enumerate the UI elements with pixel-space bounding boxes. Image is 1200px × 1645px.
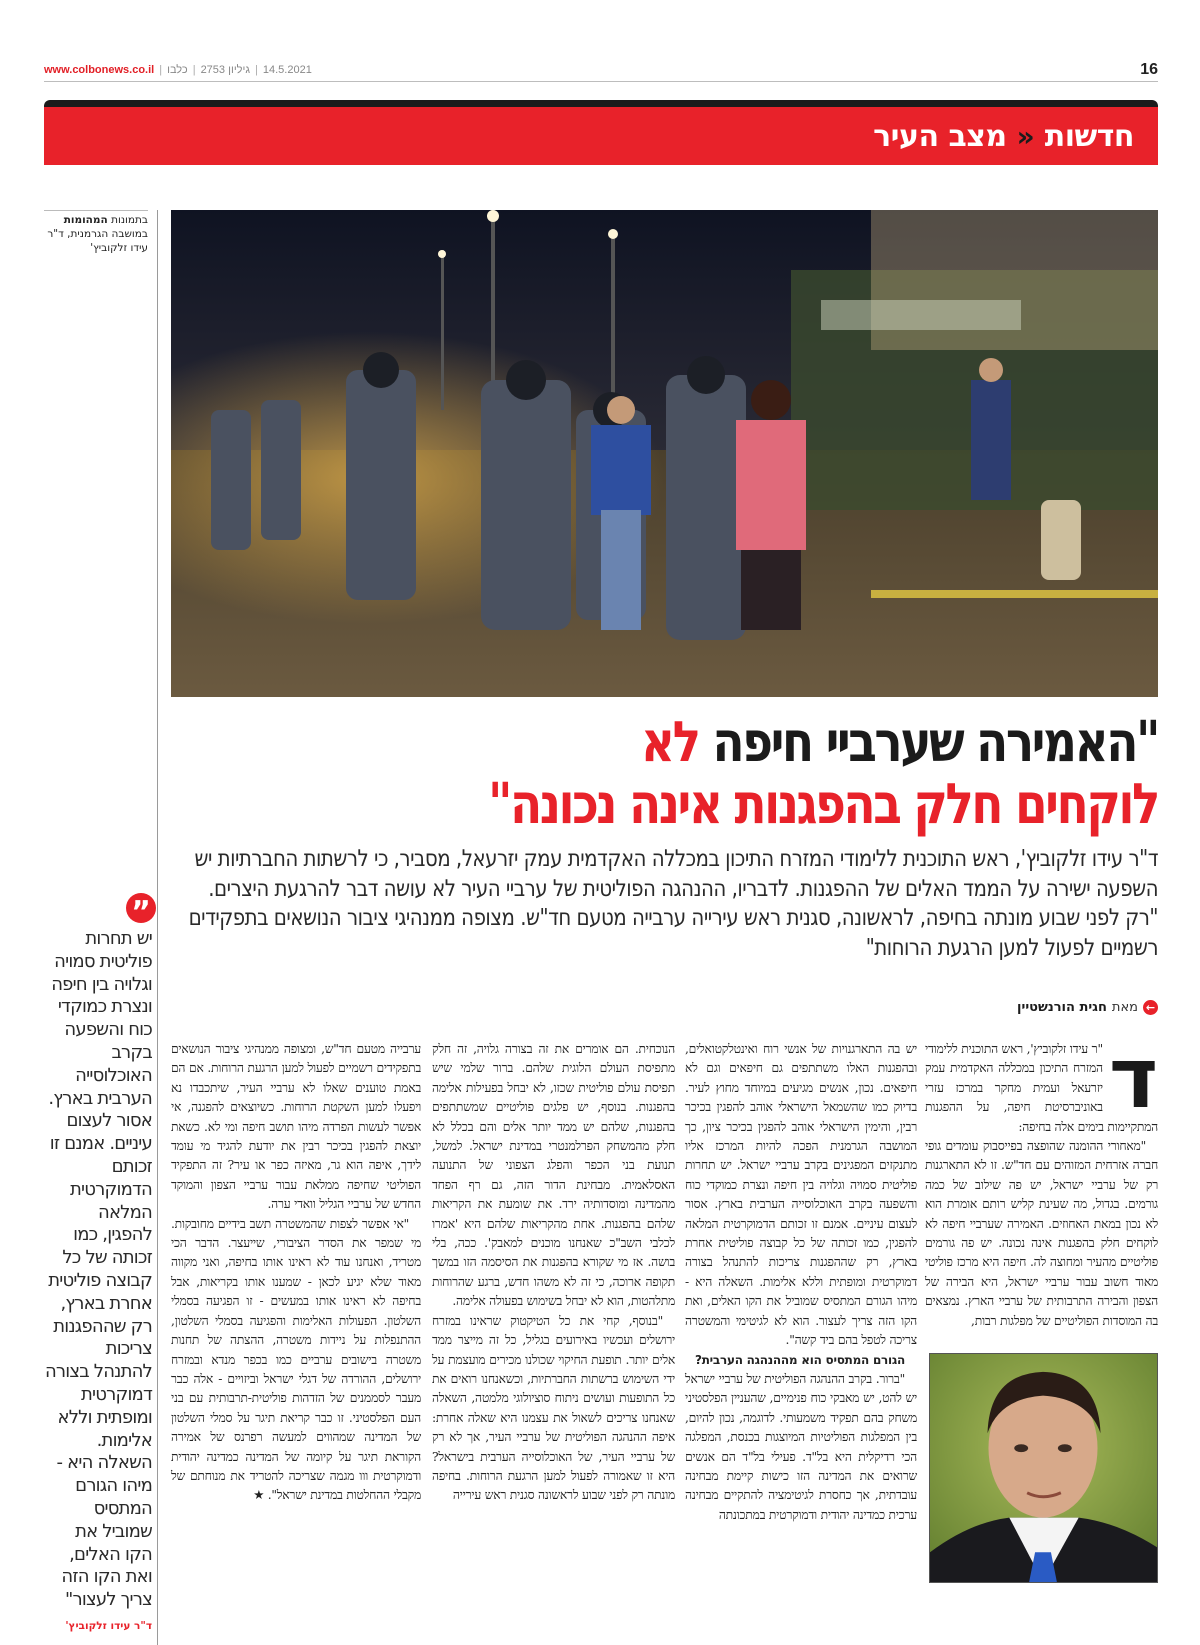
issue-number: גיליון 2753 <box>200 64 251 76</box>
byline <box>1017 1000 1158 1015</box>
headline-part-1: "האמירה שערביי חיפה <box>698 710 1158 775</box>
quote-icon: ” <box>126 893 156 923</box>
byline-prefix: מאת <box>1111 1000 1138 1015</box>
chevron-double-icon: « <box>1016 119 1035 153</box>
folio-meta <box>44 64 312 76</box>
separator: | <box>159 64 163 76</box>
protest-scene-image <box>171 210 1158 697</box>
paragraph: "ברור. בקרב ההנהגה הפוליטית של ערביי ישראל יש להט, יש מאבקי כוח פנימיים, שהעניין הפלסטיני משחק בהם תפקיד משמעותי. לדוגמה, נכון להיום, בין המפלגות הפוליטיות המיוצגות בכנסת, המפלגה הכי רדיקלית היא בל"ד. פעילי בל"ד הם אנשים שרואים את המדינה הזו כישות קיימת מבחינה עובדתית, אך כחסרת לגיטימציה להתקיים מבחינה ערכית כמדינה יהודית ודמוקרטית במתכונתה <box>685 1371 917 1522</box>
body-column-2 <box>685 1040 917 1525</box>
paragraph: "אי אפשר לצפות שהמשטרה תשב בידיים מחובקות. מי שמפר את הסדר הציבורי, שייעצר. הדבר הכי מטריד, ואנחנו עוד לא ראינו אותו בחיפה, ואני מקווה מאוד שלא יגיע לכאן - שמענו אותו בקריאות, אבל בחיפה לא ראינו אותו במעשים - זו הפגיעה בסמלי השלטון. הפעולות האלימות והפגיעה בסמלי השלטון, ההתנפלות על ניידות משטרה, ההצתה של תחנות משטרה בישובים ערביים כמו בכפר מנדא ובמזרח ירושלים, ההורדה של דגלי ישראל וביזויים - אלה כבר מעבר לסממנים של הזדהות פוליטית-תרבותית עם בני העם הפלסטיני. זו כבר קריאת תיגר על סמלי השלטון של המדינה שמהווים למעשה רפרנס של אמירה הקוראת תיגר על קיומה של המדינה כמדינה יהודית ודמוקרטית ווו מגמה שצריכה להטריד את מנוחתם של מקבלי ההחלטות במדינת ישראל". ★ <box>171 1216 421 1503</box>
arrow-left-icon: ← <box>1143 1000 1158 1015</box>
paragraph: "ר עידו זלקוביץ', ראש התוכנית ללימודי המזרח התיכון במכללה האקדמית עמק יזרעאל ועמית מחקר במרכז עזרי באוניברסיטת חיפה, על ההפגנות המתקיימות בימים אלה בחיפה: <box>924 1042 1158 1134</box>
sidebar-divider <box>157 210 158 1645</box>
photo-caption <box>44 210 148 255</box>
pull-quote: יש תחרות פוליטית סמויה וגלויה בין חיפה ונצרת כמוקדי כוח והשפעה בקרב האוכלוסייה הערבית בארץ. אסור לעצום עיניים. אמנם זו זכותם הדמוקרטית המלאה להפגין, כמו זכותה של כל קבוצה פוליטית אחרת בארץ, רק שההפגנות צריכות להתנהל בצורה דמוקרטית ומופתית וללא אלימות. השאלה היא - מיהו הגורם המתסיס שמוביל את הקו האלים, ואת הקו הזה צריך לעצור" <box>44 928 152 1611</box>
author-name[interactable]: חגית הורנשטיין <box>1017 1000 1107 1015</box>
article-headline <box>171 712 1158 836</box>
portrait-image <box>930 1354 1157 1582</box>
page-number: 16 <box>1140 61 1158 78</box>
interview-question: הגורם המתסיס הוא מההנהגה הערבית? <box>694 1352 905 1367</box>
paragraph: "מאחורי ההומנה שהופצה בפייסבוק עומדים גופי חברה אזרחית המזוהים עם חד"ש. זו לא התארגנות רק של ערביי ישראל, יש פה שילוב של כמה גורמים. בגדול, מה שעינת קליש רותם אומרת הוא לא נכון במאת האחוזים. האמירה שערביי חיפה לא לוקחים חלק בהפגנות אינה נכונה. יש פה גורמים פוליטיים מהעיר ומחוצה לה. חיפה היא מרכז פוליטי מאוד חשוב עבור ערביי ישראל, היא הבירה של הצפון והבירה התרבותית של ערביי הארץ. נמצאים בה המוסדות הפוליטיים של מפלגות רבות, <box>925 1139 1158 1328</box>
deck-text: ד"ר עידו זלקוביץ', ראש התוכנית ללימודי המזרח התיכון במכללה האקדמית עמק יזרעאל, מסביר, כי לרשתות החברתיות יש השפעה ישירה על הממד האלים של ההפגנות. לדבריו, ההנהגה הפוליטית של ערביי העיר לא עושה דבר להרגעת היצרים. "רק לפני שבוע מונתה בחיפה, לראשונה, סגנית ראש עירייה ערבייה מטעם חד"ש. מצופה ממנהיגי ציבור הנושאים בתפקידים רשמיים לפעול למען הרגעת הרוחות" <box>188 846 1159 961</box>
drop-cap: ד <box>1108 1029 1158 1127</box>
separator: | <box>255 64 258 76</box>
headline-part-2-red: לוקחים חלק בהפגנות אינה נכונה" <box>487 772 1158 837</box>
paragraph: ערבייה מטעם חד"ש, ומצופה ממנהיגי ציבור הנושאים בתפקידים רשמיים לפעול למען הרגעת הרוחות. אם הם באמת טוענים שאלו לא ערביי העיר, שיתכבדו נא ויפעלו למען השקטת הרוחות. כשיוצאים להפגנה, אי אפשר לעשות הפרדה מיהו תושב חיפה ומי לא. כשאת יוצאת להפגין בכיכר רבין את יודעת להגיד מי עומד לידך, איפה הוא גר, מאיזה כפר או עיר? זה התפקיד הפוליטי שחיפה ממלאת עבור ערביי הצפון והמוקד החדש של ערביי הגליל וואדי ערה. <box>171 1042 421 1212</box>
body-column-3 <box>432 1040 675 1506</box>
headline-line-2 <box>171 774 1158 836</box>
separator: | <box>192 64 196 76</box>
site-url-link[interactable]: www.colbonews.co.il <box>44 64 155 76</box>
issue-date: 14.5.2021 <box>262 64 312 76</box>
banner-top-bar <box>44 100 1158 107</box>
article-deck <box>171 845 1158 963</box>
paragraph: יש בה התארגנויות של אנשי רוח ואינטלקטואלים, ובהפגנות האלו משתתפים גם חיפאים וגם לא חיפאים. נכון, אנשים מגיעים במיוחד מחוץ לעיר. בדיוק כמו שהשמאל הישראלי אוהב להפגין בכיכר רבין, והימין הישראלי אוהב להפגין בכיכר ציון, כך המושבה הגרמנית הפכה להיות המרכז אליו מתנקזים המפגינים בקרב ערביי ישראל. יש תחרות פוליטית סמויה וגלויה בין חיפה ונצרת כמוקדי כוח והשפעה בקרב האוכלוסייה הערבית בארץ. אסור לעצום עיניים. אמנם זו זכותם הדמוקרטית המלאה להפגין, כמו זכותה של כל קבוצה פוליטית אחרת בארץ, רק שההפגנות צריכות להתנהל בצורה דמוקרטית ומופתית וללא אלימות. השאלה היא - מיהו הגורם המתסיס שמוביל את הקו האלים, ואת הקו הזה צריך לעצור. הוא לא לגיטימי והמשטרה צריכה לטפל בהם ביד קשה". <box>685 1042 917 1348</box>
main-photo <box>171 210 1158 697</box>
author-portrait <box>929 1353 1158 1583</box>
caption-rest: במושבה הגרמנית, ד"ר עידו זלקוביץ' <box>47 228 148 254</box>
paragraph: "בנוסף, קחי את כל הטיקטוק שראינו במזרח ירושלים ועכשיו באירועים בגליל, כל זה מייצר ממד אלים יותר. תופעת החיקוי שכולנו מכירים מועצמת על ידי השימוש ברשתות החברתיות, וכשאנחנו רואים את כל התופעות ועושים ניתוח סוציולוגי מלמטה, השאלה שאנחנו צריכים לשאול את עצמנו היא שאלה אחרת: איפה ההנהגה הפוליטית של ערביי העיר, אך לא רק של ערביי העיר, של האוכלוסייה הערבית בישראל? היא זו שאמורה לפעול למען הרגעת הרוחות. בחיפה מונתה רק לפני שבוע לראשונה סגנית ראש עירייה <box>432 1313 675 1503</box>
caption-prefix: בתמונות <box>111 214 148 226</box>
caption-bold: המהומות <box>63 214 108 226</box>
body-column-1 <box>924 1029 1158 1331</box>
section-banner <box>44 107 1158 165</box>
section-parent-link[interactable]: חדשות <box>1044 118 1134 154</box>
page-folio <box>44 58 1158 82</box>
publication-name: כלבו <box>167 64 188 76</box>
headline-part-1-red: לא <box>640 710 699 775</box>
paragraph: הנוכחית. הם אומרים את זה בצורה גלויה, זה חלק מתפיסת העולם הלוגית שלהם. ברור שלמי שיש תפיסת עולם פוליטית שכזו, לא יבחל בפעילות אלימה בהפגנות. בנוסף, יש פלגים פוליטיים שמשתתפים בהפגנות, שלהם יש ממד יותר אלים והם בכלל לא חלק מהמשחק הפרלמנטרי במדינת ישראל. למשל, תנועת בני הכפר והפלג הצפוני של התנועה האסלאמית. מבחינת הדור הזה, גם רף הפחד מהמדינה ומוסדותיה ירד. את שומעת את הקריאות שלהם בהפגנות. אחת מהקריאות שלהם היא 'אמרו לכלבי השב"כ שאנחנו מוכנים למאבק'. ככה, בלי בושה. אז מי שקורא בהפגנות את הסיסמה הזו במשך תקופה ארוכה, כי זה לא משהו חדש, ברגע שהרוחות מתלהטות, הוא לא יבחל בשימוש בפעולה אלימה. <box>432 1042 675 1309</box>
folio-divider <box>44 81 1158 82</box>
pull-quote-attribution: ד"ר עידו זלקוביץ' <box>65 1620 152 1632</box>
headline-line-1 <box>171 712 1158 774</box>
body-column-4 <box>171 1040 421 1506</box>
section-current: מצב העיר <box>873 118 1007 154</box>
